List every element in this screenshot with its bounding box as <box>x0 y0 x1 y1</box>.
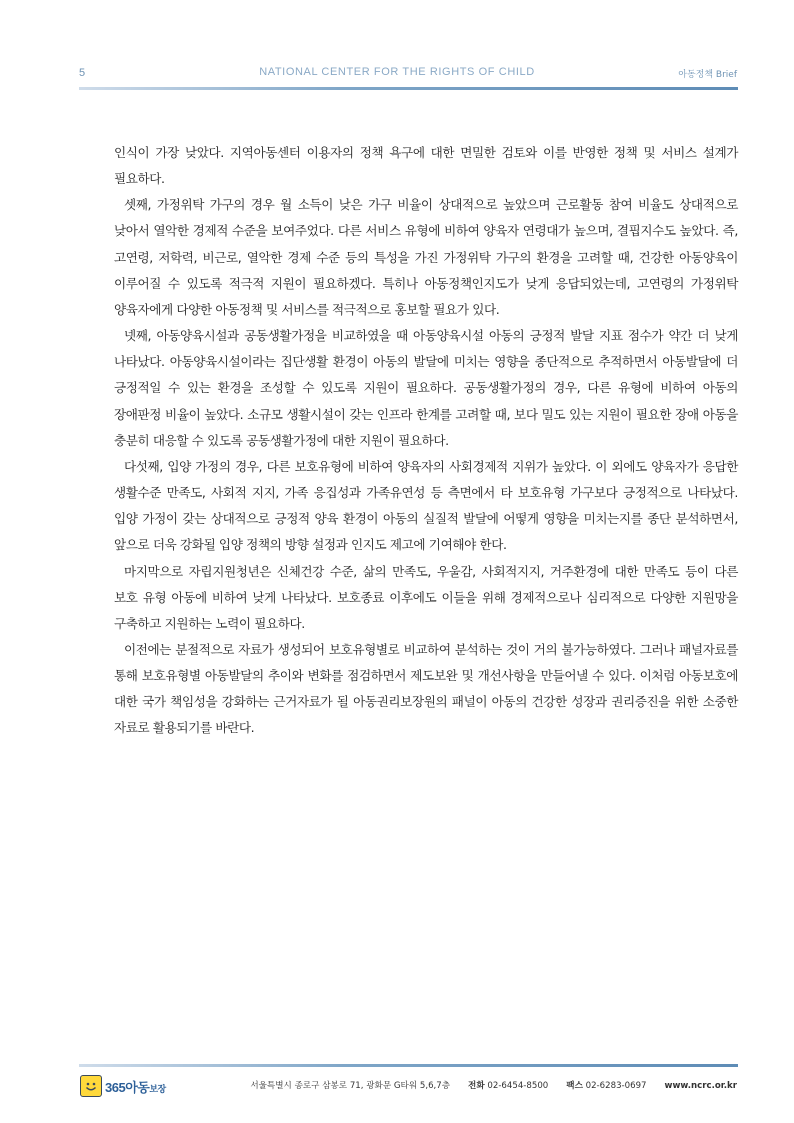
paragraph: 인식이 가장 낮았다. 지역아동센터 이용자의 정책 욕구에 대한 면밀한 검토와 이를 반영한 정책 및 서비스 설계가 필요하다. <box>114 145 738 187</box>
fax-number: 02-6283-0697 <box>585 1081 647 1091</box>
header-divider <box>79 87 738 90</box>
footer-address: 서울특별시 종로구 삼봉로 71, 광화문 G타워 5,6,7층 <box>250 1081 451 1091</box>
header-brief-label: 아동정책 Brief <box>678 70 737 80</box>
header-title: NATIONAL CENTER FOR THE RIGHTS OF CHILD <box>259 66 535 78</box>
paragraph: 셋째, 가정위탁 가구의 경우 월 소득이 낮은 가구 비율이 상대적으로 높았으며 근로활동 참여 비율도 상대적으로 낮아서 열악한 경제적 수준을 보여주었다. 다른 서비스 유형에 비하여 양육자 연령대가 높으며, 결핍지수도 높았다. 즉, 고연령, 저학력, 비근로, 열악한 경제 수준 등의 특성을 가진 가정위탁 가구의 환경을 고려할 때, 건강한 아동양육이 이루어질 수 있도록 적극적 지원이 필요하겠다. 특히나 아동정책인지도가 낮게 응답되었는데, 고연령의 가정위탁 양육자에게 다양한 아동정책 및 서비스를 적극적으로 홍보할 필요가 있다. <box>114 197 738 317</box>
logo-small-text: 보장 <box>149 1083 166 1094</box>
footer-contact <box>250 1079 737 1091</box>
phone-number: 02-6454-8500 <box>487 1081 549 1091</box>
logo-text: 아동 <box>125 1079 150 1095</box>
org-logo <box>80 1074 166 1098</box>
paragraph: 이전에는 분절적으로 자료가 생성되어 보호유형별로 비교하여 분석하는 것이 거의 불가능하였다. 그러나 패널자료를 통해 보호유형별 아동발달의 추이와 변화를 점검하면서 제도보완 및 개선사항을 만들어낼 수 있다. 이처럼 아동보호에 대한 국가 책임성을 강화하는 근거자료가 될 아동권리보장원의 패널이 아동의 건강한 성장과 권리증진을 위한 소중한 자료로 활용되기를 바란다. <box>114 641 738 736</box>
smiley-icon <box>80 1075 102 1097</box>
body-text <box>114 140 738 742</box>
paragraph: 마지막으로 자립지원청년은 신체건강 수준, 삶의 만족도, 우울감, 사회적지지, 거주환경에 대한 만족도 등이 다른 보호 유형 아동에 비하여 낮게 나타났다. 보호종료 이후에도 이들을 위해 경제적으로나 심리적으로 다양한 지원망을 구축하고 지원하는 노력이 필요하다. <box>114 563 738 631</box>
paragraph: 넷째, 아동양육시설과 공동생활가정을 비교하였을 때 아동양육시설 아동의 긍정적 발달 지표 점수가 약간 더 낮게 나타났다. 아동양육시설이라는 집단생활 환경이 아동의 발달에 미치는 영향을 종단적으로 추적하면서 아동발달에 더 긍정적일 수 있는 환경을 조성할 수 있도록 지원이 필요하다. 공동생활가정의 경우, 다른 유형에 비하여 아동의 장애판정 비율이 높았다. 소규모 생활시설이 갖는 인프라 한계를 고려할 때, 보다 밀도 있는 지원이 필요한 장애 아동을 충분히 대응할 수 있도록 공동생활가정에 대한 지원이 필요하다. <box>114 328 738 448</box>
logo-number: 365 <box>105 1079 126 1095</box>
website-link[interactable]: www.ncrc.or.kr <box>664 1081 737 1091</box>
page-header <box>0 0 794 95</box>
phone-label: 전화 <box>468 1081 485 1091</box>
page-number: 5 <box>79 67 86 79</box>
fax-label: 팩스 <box>566 1081 583 1091</box>
logo-wordmark <box>105 1077 166 1096</box>
footer-divider <box>79 1064 738 1067</box>
paragraph: 다섯째, 입양 가정의 경우, 다른 보호유형에 비하여 양육자의 사회경제적 지위가 높았다. 이 외에도 양육자가 응답한 생활수준 만족도, 사회적 지지, 가족 응집성과 가족유연성 등 측면에서 타 보호유형 가구보다 긍정적으로 나타났다. 입양 가정이 갖는 상대적으로 긍정적 양육 환경이 아동의 실질적 발달에 어떻게 영향을 미치는지를 종단 분석하면서, 앞으로 더욱 강화될 입양 정책의 방향 설정과 인지도 제고에 기여해야 한다. <box>114 458 738 553</box>
